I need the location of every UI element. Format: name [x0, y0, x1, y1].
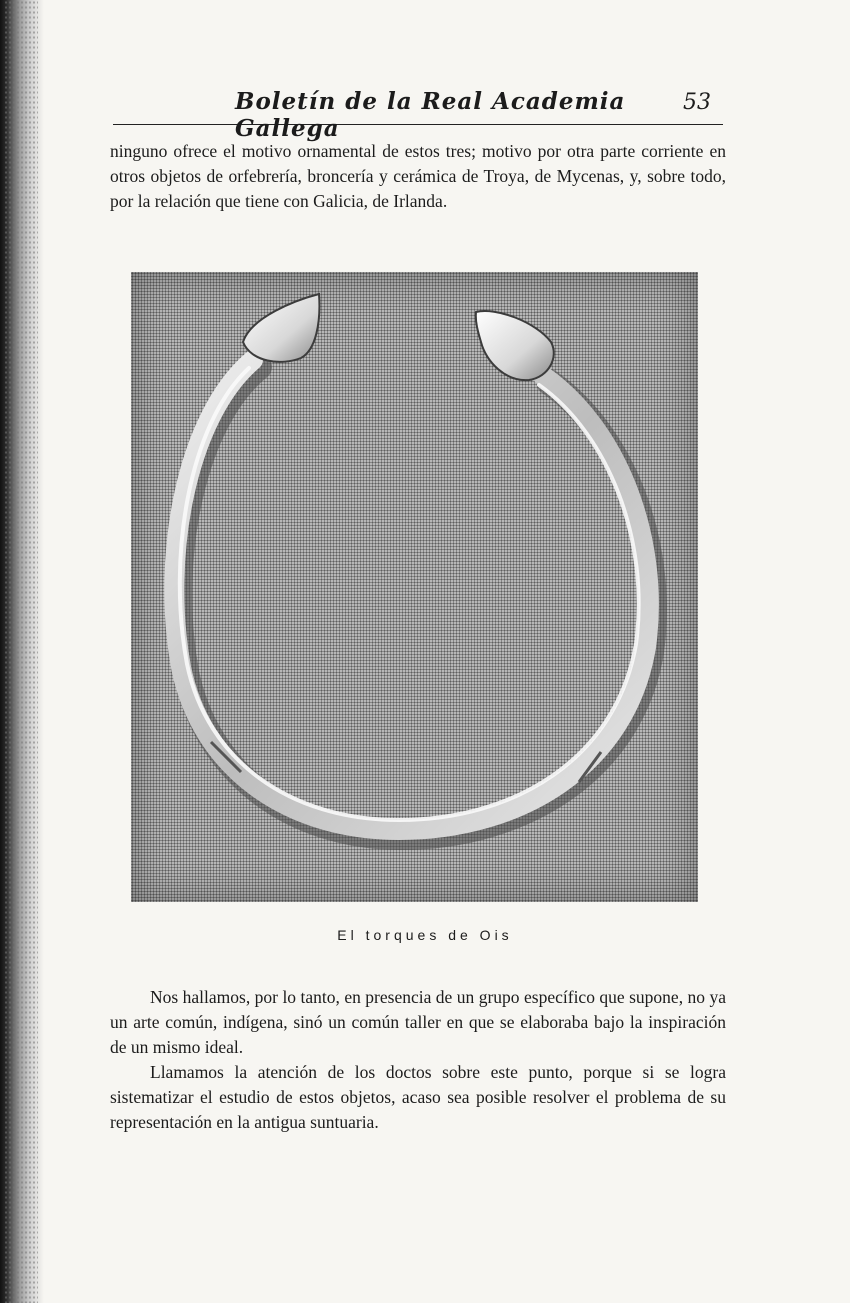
page-number: 53: [683, 90, 711, 115]
torque-terminal-right: [476, 311, 554, 380]
torque-ring: [174, 360, 649, 830]
running-header: [113, 88, 723, 142]
torque-photograph: [131, 272, 698, 902]
figure-caption: El torques de Ois: [337, 927, 513, 943]
paragraph-3: Llamamos la atención de los doctos sobre este punto, porque si se logra sistematizar el estudio de estos objetos, acaso sea posible resolver el problema de su representación en la antigua suntuaria.: [110, 1062, 726, 1132]
paragraph-1: ninguno ofrece el motivo ornamental de estos tres; motivo por otra parte corriente en otros objetos de orfebrería, broncería y cerámica de Troya, de Mycenas, y, sobre todo, por la relación que tiene con Galicia, de Irlanda.: [110, 141, 726, 211]
spine-texture: [4, 0, 38, 1303]
torque-terminal-left: [243, 294, 319, 362]
torque-ring-highlight: [180, 368, 639, 820]
book-spine-edge: [0, 0, 44, 1303]
journal-title: Boletín de la Real Academia Gallega: [235, 88, 626, 142]
paragraph-2: Nos hallamos, por lo tanto, en presencia de un grupo específico que supone, no ya un arte común, indígena, sinó un común taller en que se elaboraba bajo la inspiración de un mismo ideal.: [110, 987, 726, 1057]
torque-image: [131, 272, 698, 902]
